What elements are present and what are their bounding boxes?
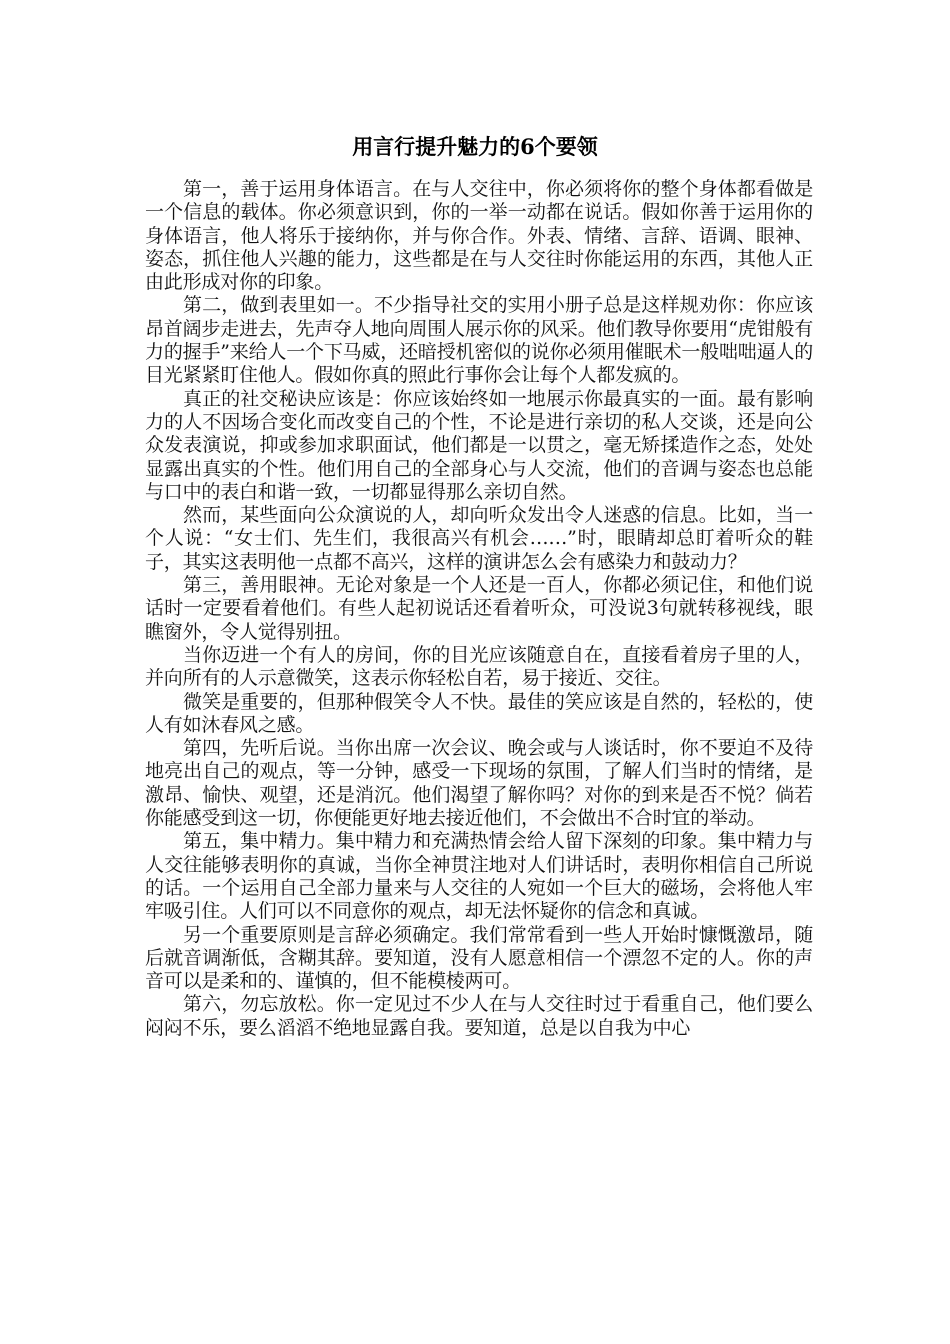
document-body bbox=[145, 178, 813, 1040]
paragraph: 另一个重要原则是言辞必须确定。我们常常看到一些人开始时慷慨激昂，随后就音调渐低，含糊其辞。要知道，没有人愿意相信一个漂忽不定的人。你的声音可以是柔和的、谨慎的，但不能模棱两可。 bbox=[145, 923, 813, 993]
paragraph: 第一，善于运用身体语言。在与人交往中，你必须将你的整个身体都看做是一个信息的载体。你必须意识到，你的一举一动都在说话。假如你善于运用你的身体语言，他人将乐于接纳你，并与你合作。外表、情绪、言辞、语调、眼神、姿态，抓住他人兴趣的能力，这些都是在与人交往时你能运用的东西，其他人正由此形成对你的印象。 bbox=[145, 178, 813, 294]
paragraph: 第六，勿忘放松。你一定见过不少人在与人交往时过于看重自己，他们要么闷闷不乐，要么滔滔不绝地显露自我。要知道，总是以自我为中心 bbox=[145, 993, 813, 1039]
paragraph: 第三，善用眼神。无论对象是一个人还是一百人，你都必须记住，和他们说话时一定要看着他们。有些人起初说话还看着听众，可没说3句就转移视线，眼瞧窗外，令人觉得别扭。 bbox=[145, 574, 813, 643]
document-title: 用言行提升魅力的6个要领 bbox=[352, 134, 598, 159]
paragraph: 第四，先听后说。当你出席一次会议、晚会或与人谈话时，你不要迫不及待地亮出自己的观点，等一分钟，感受一下现场的氛围，了解人们当时的情绪，是激昂、愉快、观望，还是消沉。他们渴望了解你吗？对你的到来是否不悦？倘若你能感受到这一切，你便能更好地去接近他们，不会做出不合时宜的举动。 bbox=[145, 737, 813, 830]
paragraph: 第五，集中精力。集中精力和充满热情会给人留下深刻的印象。集中精力与人交往能够表明你的真诚，当你全神贯注地对人们讲话时，表明你相信自己所说的话。一个运用自己全部力量来与人交往的人宛如一个巨大的磁场，会将他人牢牢吸引住。人们可以不同意你的观点，却无法怀疑你的信念和真诚。 bbox=[145, 830, 813, 923]
paragraph: 微笑是重要的，但那种假笑令人不快。最佳的笑应该是自然的，轻松的，使人有如沐春风之感。 bbox=[145, 690, 813, 736]
paragraph: 第二，做到表里如一。不少指导社交的实用小册子总是这样规劝你：你应该昂首阔步走进去，先声夺人地向周围人展示你的风采。他们教导你要用“虎钳般有力的握手”来给人一个下马威，还暗授机密似的说你必须用催眠术一般咄咄逼人的目光紧紧盯住他人。假如你真的照此行事你会让每个人都发疯的。 bbox=[145, 294, 813, 387]
paragraph: 真正的社交秘诀应该是：你应该始终如一地展示你最真实的一面。最有影响力的人不因场合变化而改变自己的个性，不论是进行亲切的私人交谈，还是向公众发表演说，抑或参加求职面试，他们都是一以贯之，毫无矫揉造作之态，处处显露出真实的个性。他们用自己的全部身心与人交流，他们的音调与姿态也总能与口中的表白和谐一致，一切都显得那么亲切自然。 bbox=[145, 387, 813, 503]
paragraph: 然而，某些面向公众演说的人，却向听众发出令人迷惑的信息。比如，当一个人说：“女士们、先生们，我很高兴有机会……”时，眼睛却总盯着听众的鞋子，其实这表明他一点都不高兴，这样的演讲怎么会有感染力和鼓动力？ bbox=[145, 504, 813, 573]
paragraph: 当你迈进一个有人的房间，你的目光应该随意自在，直接看着房子里的人，并向所有的人示意微笑，这表示你轻松自若，易于接近、交往。 bbox=[145, 643, 813, 690]
